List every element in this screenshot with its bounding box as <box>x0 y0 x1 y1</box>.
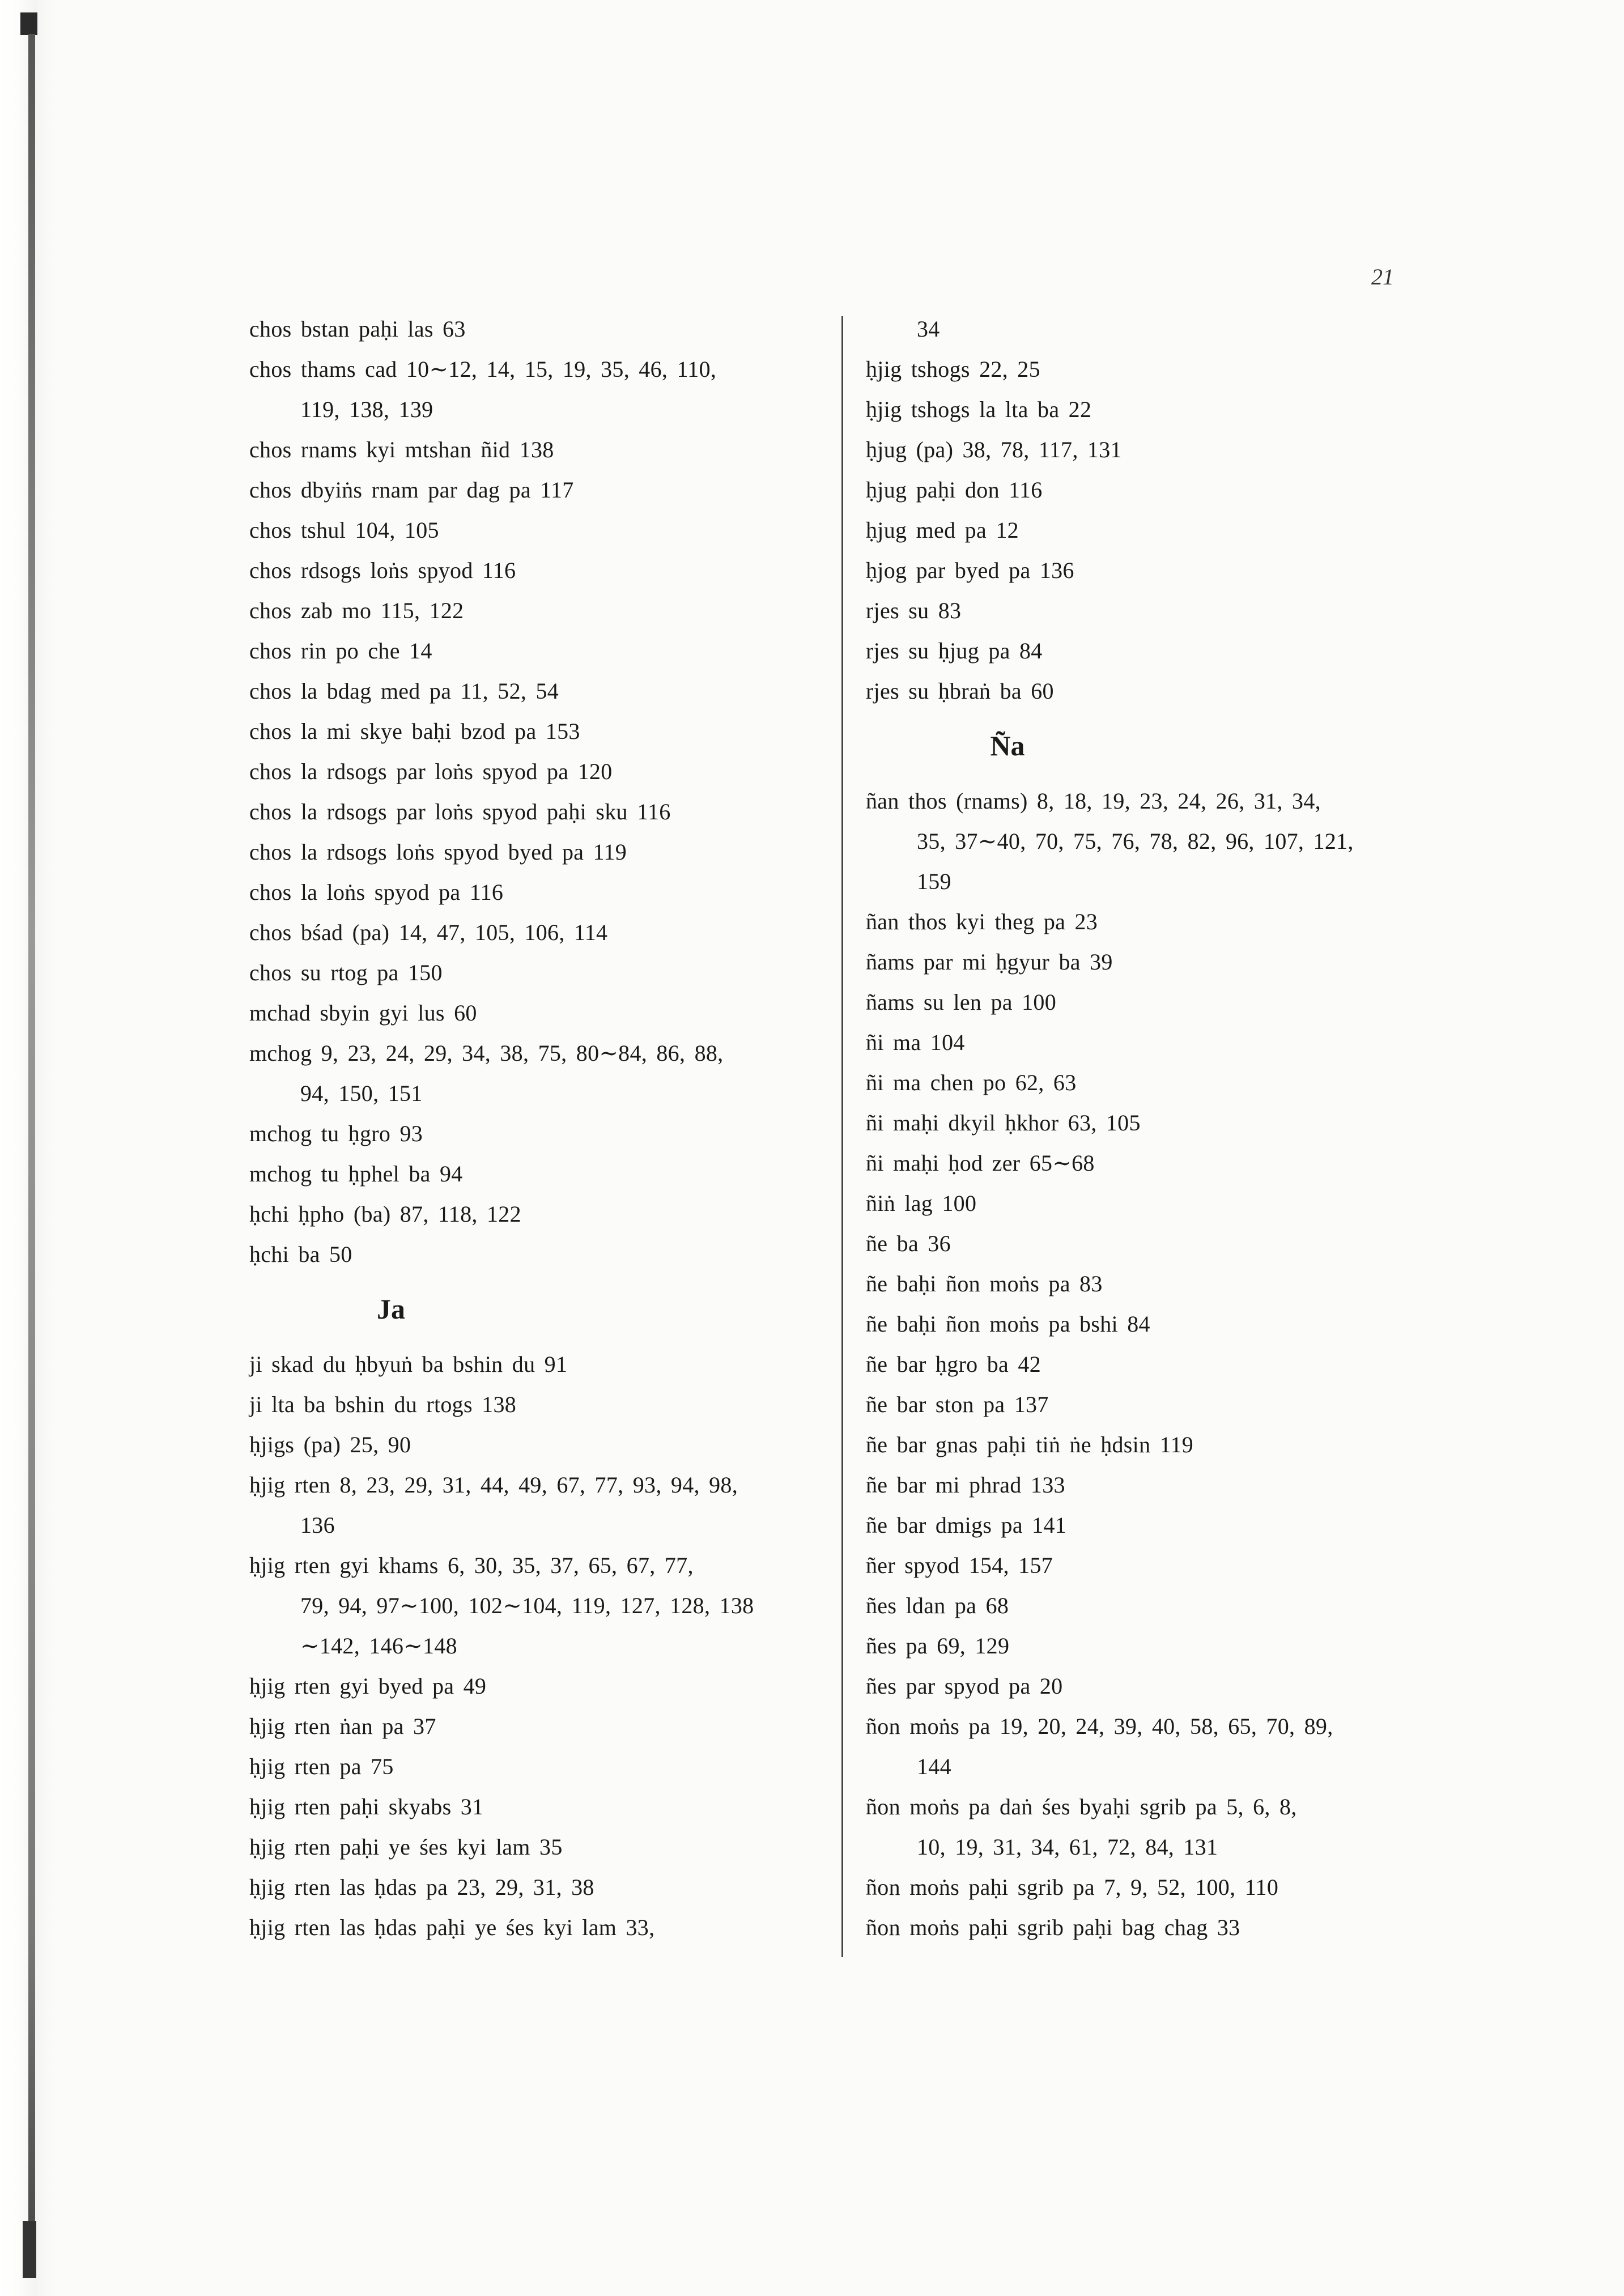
index-entry: ñes ldan pa 68 <box>866 1593 1009 1618</box>
index-entry-continuation: 79, 94, 97∼100, 102∼104, 119, 127, 128, 138 <box>300 1593 754 1618</box>
index-entry: mchog 9, 23, 24, 29, 34, 38, 75, 80∼84, 86, 88, <box>249 1040 724 1066</box>
index-entry: ñe bar mi phrad 133 <box>866 1472 1065 1498</box>
binding-edge-line <box>28 34 35 2278</box>
index-entry: ḥjig rten ṅan pa 37 <box>249 1714 436 1739</box>
index-entry: ḥjug (pa) 38, 78, 117, 131 <box>866 437 1122 462</box>
index-entry-continuation: ∼142, 146∼148 <box>300 1633 457 1659</box>
index-entry: rjes su ḥjug pa 84 <box>866 638 1043 664</box>
index-entry: ñe baḥi ñon moṅs pa 83 <box>866 1271 1103 1296</box>
index-entry: chos rdsogs loṅs spyod 116 <box>249 558 516 583</box>
index-entry: ḥjig rten paḥi skyabs 31 <box>249 1794 484 1819</box>
index-entry: chos la mi skye baḥi bzod pa 153 <box>249 718 580 744</box>
index-entry: ñe bar dmigs pa 141 <box>866 1512 1067 1538</box>
index-entry: ḥjig rten 8, 23, 29, 31, 44, 49, 67, 77, 93, 94, 98, <box>249 1472 738 1498</box>
index-entry: rjes su 83 <box>866 598 962 623</box>
index-entry: chos dbyiṅs rnam par dag pa 117 <box>249 477 574 503</box>
index-entry: ñe ba 36 <box>866 1231 951 1256</box>
section-heading: Ña <box>990 730 1025 762</box>
index-entry-continuation: 159 <box>917 869 951 894</box>
index-entry: ḥjog par byed pa 136 <box>866 558 1074 583</box>
index-entry: chos la loṅs spyod pa 116 <box>249 879 504 905</box>
index-entry: ḥjig rten gyi byed pa 49 <box>249 1673 487 1699</box>
index-entry: ḥchi ḥpho (ba) 87, 118, 122 <box>249 1201 521 1227</box>
index-entry: chos bśad (pa) 14, 47, 105, 106, 114 <box>249 920 608 945</box>
index-entry: mchog tu ḥgro 93 <box>249 1121 423 1146</box>
index-entry: chos la rdsogs loṅs spyod byed pa 119 <box>249 839 627 865</box>
index-entry: ḥjig rten las ḥdas paḥi ye śes kyi lam 33, <box>249 1915 655 1940</box>
index-entry: ñi maḥi dkyil ḥkhor 63, 105 <box>866 1110 1141 1136</box>
index-entry: ḥjig tshogs la lta ba 22 <box>866 397 1092 422</box>
index-entry: ñams su len pa 100 <box>866 989 1057 1015</box>
index-entry: chos rnams kyi mtshan ñid 138 <box>249 437 554 462</box>
index-entry: chos la bdag med pa 11, 52, 54 <box>249 678 559 704</box>
index-entry: ñes par spyod pa 20 <box>866 1673 1063 1699</box>
index-entry: rjes su ḥbraṅ ba 60 <box>866 678 1054 704</box>
index-entry: ñe bar ḥgro ba 42 <box>866 1351 1041 1377</box>
binding-edge-bottom-mark <box>23 2221 36 2278</box>
index-entry: ñer spyod 154, 157 <box>866 1553 1053 1578</box>
index-entry: chos la rdsogs par loṅs spyod paḥi sku 116 <box>249 799 671 824</box>
index-entry: ñon moṅs pa 19, 20, 24, 39, 40, 58, 65, 70, 89, <box>866 1714 1333 1739</box>
index-entry: chos tshul 104, 105 <box>249 517 439 543</box>
index-entry-continuation: 144 <box>917 1754 951 1779</box>
index-entry: ḥjig rten gyi khams 6, 30, 35, 37, 65, 67, 77, <box>249 1553 694 1578</box>
index-entry: ji lta ba bshin du rtogs 138 <box>249 1392 517 1417</box>
index-entry: ñan thos (rnams) 8, 18, 19, 23, 24, 26, 31, 34, <box>866 788 1321 814</box>
index-entry-continuation: 136 <box>300 1512 335 1538</box>
index-entry: ñe bar ston pa 137 <box>866 1392 1049 1417</box>
index-entry: ñan thos kyi theg pa 23 <box>866 909 1098 934</box>
section-heading: Ja <box>377 1293 405 1325</box>
index-entry: chos bstan paḥi las 63 <box>249 316 466 342</box>
binding-edge-top-mark <box>20 12 37 35</box>
index-entry: ñi ma chen po 62, 63 <box>866 1070 1077 1095</box>
index-entry: ḥjig rten las ḥdas pa 23, 29, 31, 38 <box>249 1874 594 1900</box>
index-entry-continuation: 34 <box>917 316 940 342</box>
index-entry: chos zab mo 115, 122 <box>249 598 464 623</box>
index-entry: ḥjig tshogs 22, 25 <box>866 356 1040 382</box>
index-entry: ñon moṅs pa daṅ śes byaḥi sgrib pa 5, 6, 8, <box>866 1794 1297 1819</box>
index-entry: ḥjug med pa 12 <box>866 517 1019 543</box>
index-entry: ñon moṅs paḥi sgrib pa 7, 9, 52, 100, 110 <box>866 1874 1279 1900</box>
index-entry: chos thams cad 10∼12, 14, 15, 19, 35, 46, 110, <box>249 356 717 382</box>
page-binding-shadow <box>0 0 54 2296</box>
index-entry: ñams par mi ḥgyur ba 39 <box>866 949 1113 975</box>
index-entry: ḥjig rten pa 75 <box>249 1754 394 1779</box>
index-entry-continuation: 94, 150, 151 <box>300 1081 423 1106</box>
index-entry: ñe bar gnas paḥi tiṅ ṅe ḥdsin 119 <box>866 1432 1194 1457</box>
index-entry: ḥjigs (pa) 25, 90 <box>249 1432 411 1457</box>
index-entry: ḥjug paḥi don 116 <box>866 477 1043 503</box>
index-column-left <box>249 309 816 1948</box>
index-entry-continuation: 119, 138, 139 <box>300 397 433 422</box>
index-entry: mchog tu ḥphel ba 94 <box>249 1161 463 1187</box>
index-entry: ji skad du ḥbyuṅ ba bshin du 91 <box>249 1351 568 1377</box>
page-number: 21 <box>1371 264 1394 290</box>
index-entry: ñi maḥi ḥod zer 65∼68 <box>866 1150 1095 1176</box>
index-entry: ḥjig rten paḥi ye śes kyi lam 35 <box>249 1834 563 1860</box>
index-entry: ñes pa 69, 129 <box>866 1633 1010 1659</box>
index-entry-continuation: 35, 37∼40, 70, 75, 76, 78, 82, 96, 107, 121, <box>917 828 1354 854</box>
index-entry: ñi ma 104 <box>866 1030 965 1055</box>
index-entry: ḥchi ba 50 <box>249 1241 352 1267</box>
index-entry: chos su rtog pa 150 <box>249 960 443 985</box>
index-entry: ñe baḥi ñon moṅs pa bshi 84 <box>866 1311 1150 1337</box>
index-entry: mchad sbyin gyi lus 60 <box>249 1000 477 1026</box>
index-entry: chos la rdsogs par loṅs spyod pa 120 <box>249 759 613 784</box>
index-entry: ñiṅ lag 100 <box>866 1190 977 1216</box>
column-divider <box>841 316 843 1957</box>
index-entry: chos rin po che 14 <box>249 638 432 664</box>
index-entry: ñon moṅs paḥi sgrib paḥi bag chag 33 <box>866 1915 1240 1940</box>
index-column-right <box>866 309 1432 1948</box>
index-entry-continuation: 10, 19, 31, 34, 61, 72, 84, 131 <box>917 1834 1218 1860</box>
